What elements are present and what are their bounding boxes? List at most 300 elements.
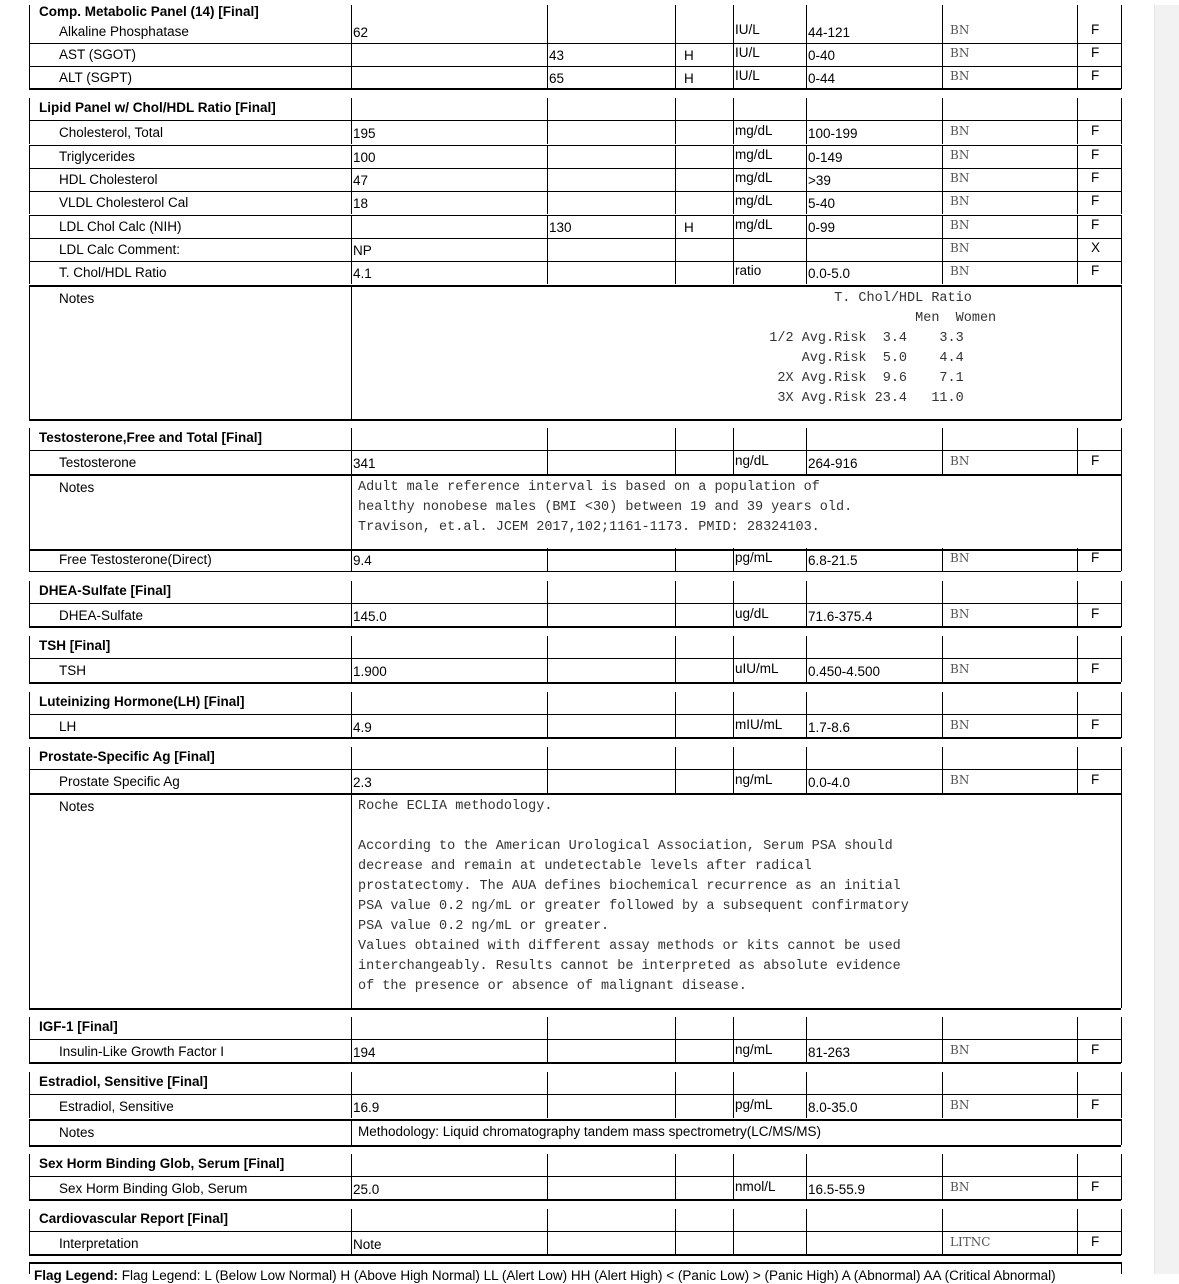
row-divider xyxy=(29,769,1121,770)
column-divider xyxy=(675,659,676,682)
column-divider xyxy=(29,1017,30,1040)
column-divider xyxy=(806,168,807,191)
cell-status: F xyxy=(1091,170,1100,185)
column-divider xyxy=(1121,1262,1122,1274)
test-name: Free Testosterone(Direct) xyxy=(59,552,212,567)
column-divider xyxy=(1121,98,1122,121)
cell-status: F xyxy=(1091,1097,1100,1112)
cell-units: nmol/L xyxy=(735,1179,776,1194)
cell-lab: BN xyxy=(950,46,970,60)
column-divider xyxy=(675,66,676,89)
column-divider xyxy=(29,747,30,770)
column-divider xyxy=(547,636,548,659)
cell-flag: H xyxy=(684,71,694,86)
column-divider xyxy=(29,1154,30,1177)
column-divider xyxy=(1077,747,1078,770)
test-name: T. Chol/HDL Ratio xyxy=(59,265,167,280)
row-divider xyxy=(29,571,1121,572)
column-divider xyxy=(547,1177,548,1200)
row-divider xyxy=(29,450,1121,451)
column-divider xyxy=(733,604,734,627)
cell-ref: 1.7-8.6 xyxy=(808,720,851,735)
column-divider xyxy=(351,1177,352,1200)
column-divider xyxy=(1121,215,1122,238)
row-divider xyxy=(29,1119,1121,1121)
column-divider xyxy=(942,451,943,474)
row-divider xyxy=(29,658,1121,659)
column-divider xyxy=(547,1095,548,1118)
column-divider xyxy=(733,581,734,604)
column-divider xyxy=(733,548,734,571)
column-divider xyxy=(675,98,676,121)
column-divider xyxy=(675,168,676,191)
test-name: LDL Chol Calc (NIH) xyxy=(59,219,182,234)
column-divider xyxy=(29,145,30,168)
column-divider xyxy=(942,1095,943,1118)
column-divider xyxy=(942,121,943,144)
cell-in-range: 4.1 xyxy=(353,266,372,281)
column-divider xyxy=(942,636,943,659)
column-divider xyxy=(1121,261,1122,284)
column-divider xyxy=(942,238,943,261)
column-divider xyxy=(1121,1017,1122,1040)
section-title: Comp. Metabolic Panel (14) [Final] xyxy=(39,4,259,19)
column-divider xyxy=(351,793,352,1008)
row-divider xyxy=(29,1199,1121,1201)
row-divider xyxy=(29,120,1121,121)
cell-ref: 5-40 xyxy=(808,196,836,211)
column-divider xyxy=(1121,604,1122,627)
row-divider xyxy=(29,682,1121,684)
column-divider xyxy=(547,715,548,738)
column-divider xyxy=(806,636,807,659)
column-divider xyxy=(733,1017,734,1040)
column-divider xyxy=(1121,428,1122,451)
column-divider xyxy=(806,191,807,214)
column-divider xyxy=(733,770,734,793)
column-divider xyxy=(1077,66,1078,89)
column-divider xyxy=(806,770,807,793)
column-divider xyxy=(547,1017,548,1040)
cell-status: F xyxy=(1091,661,1100,676)
column-divider xyxy=(1121,121,1122,144)
cell-in-range: 18 xyxy=(353,196,369,211)
cell-units: ng/mL xyxy=(735,772,773,787)
cell-lab: BN xyxy=(950,23,970,37)
column-divider xyxy=(1077,1154,1078,1177)
column-divider xyxy=(1077,1232,1078,1255)
cell-lab: BN xyxy=(950,124,970,138)
column-divider xyxy=(547,121,548,144)
cell-lab: BN xyxy=(950,607,970,621)
flag-legend-label: Flag Legend: xyxy=(34,1268,118,1283)
column-divider xyxy=(1077,1177,1078,1200)
column-divider xyxy=(29,285,30,420)
row-divider xyxy=(29,145,1121,146)
column-divider xyxy=(733,1154,734,1177)
row-divider xyxy=(29,1262,1121,1264)
column-divider xyxy=(733,451,734,474)
column-divider xyxy=(942,1232,943,1255)
cell-in-range: 195 xyxy=(353,126,376,141)
cell-status: F xyxy=(1091,217,1100,232)
column-divider xyxy=(351,1232,352,1255)
test-name: Alkaline Phosphatase xyxy=(59,24,189,39)
column-divider xyxy=(1121,1154,1122,1177)
notes-text: Methodology: Liquid chromatography tandem mass spectrometry(LC/MS/MS) xyxy=(358,1124,821,1139)
column-divider xyxy=(29,1262,30,1274)
column-divider xyxy=(547,20,548,43)
column-divider xyxy=(675,1072,676,1095)
cell-units: mg/dL xyxy=(735,123,773,138)
column-divider xyxy=(1077,1040,1078,1063)
cell-in-range: 2.3 xyxy=(353,775,372,790)
row-divider xyxy=(29,419,1121,421)
row-divider xyxy=(29,603,1121,604)
column-divider xyxy=(942,1017,943,1040)
column-divider xyxy=(1077,261,1078,284)
cell-in-range: 9.4 xyxy=(353,553,372,568)
column-divider xyxy=(1121,581,1122,604)
column-divider xyxy=(29,43,30,66)
scrollbar[interactable] xyxy=(1154,5,1179,1274)
cell-status: X xyxy=(1091,240,1101,255)
column-divider xyxy=(547,98,548,121)
column-divider xyxy=(547,238,548,261)
column-divider xyxy=(733,692,734,715)
column-divider xyxy=(351,548,352,571)
column-divider xyxy=(806,98,807,121)
cell-flag: H xyxy=(684,220,694,235)
column-divider xyxy=(942,168,943,191)
column-divider xyxy=(351,581,352,604)
column-divider xyxy=(942,98,943,121)
cell-status: F xyxy=(1091,606,1100,621)
section-title: Lipid Panel w/ Chol/HDL Ratio [Final] xyxy=(39,100,276,115)
column-divider xyxy=(1077,168,1078,191)
cell-lab: LITNC xyxy=(950,1235,991,1249)
column-divider xyxy=(29,659,30,682)
column-divider xyxy=(351,1017,352,1040)
column-divider xyxy=(351,145,352,168)
cell-in-range: 62 xyxy=(353,25,369,40)
column-divider xyxy=(806,715,807,738)
column-divider xyxy=(675,238,676,261)
cell-in-range: 25.0 xyxy=(353,1182,380,1197)
column-divider xyxy=(29,20,30,43)
column-divider xyxy=(1077,1209,1078,1232)
column-divider xyxy=(942,1209,943,1232)
column-divider xyxy=(1077,581,1078,604)
row-divider xyxy=(29,714,1121,715)
cell-ref: 0-149 xyxy=(808,150,843,165)
cell-in-range: 16.9 xyxy=(353,1100,380,1115)
cell-status: F xyxy=(1091,68,1100,83)
column-divider xyxy=(29,1095,30,1118)
notes-text: T. Chol/HDL Ratio Men Women 1/2 Avg.Risk 3.4 3.3 Avg.Risk 5.0 4.4 2X Avg.Risk 9.6 7.1 3X Avg.Risk 23.4 11.0 xyxy=(769,291,997,406)
section-title: IGF-1 [Final] xyxy=(39,1019,118,1034)
cell-units: ng/mL xyxy=(735,1042,773,1057)
column-divider xyxy=(351,715,352,738)
test-name: Estradiol, Sensitive xyxy=(59,1099,174,1114)
cell-units: mg/dL xyxy=(735,170,773,185)
column-divider xyxy=(1121,1119,1122,1145)
cell-lab: BN xyxy=(950,218,970,232)
column-divider xyxy=(733,66,734,89)
column-divider xyxy=(1121,145,1122,168)
column-divider xyxy=(675,747,676,770)
column-divider xyxy=(675,1177,676,1200)
cell-in-range: 1.900 xyxy=(353,664,387,679)
cell-units: mIU/mL xyxy=(735,717,783,732)
cell-units: ratio xyxy=(735,263,762,278)
column-divider xyxy=(547,66,548,89)
column-divider xyxy=(1077,715,1078,738)
column-divider xyxy=(942,770,943,793)
column-divider xyxy=(806,1154,807,1177)
column-divider xyxy=(1121,1177,1122,1200)
notes-label: Notes xyxy=(59,1125,95,1140)
column-divider xyxy=(351,451,352,474)
row-divider xyxy=(29,215,1121,216)
column-divider xyxy=(806,1209,807,1232)
cell-out-range: 65 xyxy=(549,71,565,86)
column-divider xyxy=(351,1154,352,1177)
column-divider xyxy=(1121,793,1122,1008)
column-divider xyxy=(1077,1017,1078,1040)
column-divider xyxy=(29,1040,30,1063)
column-divider xyxy=(351,43,352,66)
cell-status: F xyxy=(1091,263,1100,278)
column-divider xyxy=(351,121,352,144)
column-divider xyxy=(1121,548,1122,571)
column-divider xyxy=(351,474,352,548)
column-divider xyxy=(733,428,734,451)
column-divider xyxy=(351,747,352,770)
column-divider xyxy=(806,451,807,474)
column-divider xyxy=(351,215,352,238)
cell-lab: BN xyxy=(950,194,970,208)
column-divider xyxy=(733,98,734,121)
cell-units: IU/L xyxy=(735,22,760,37)
column-divider xyxy=(1121,474,1122,548)
column-divider xyxy=(1121,1232,1122,1255)
column-divider xyxy=(29,1209,30,1232)
column-divider xyxy=(29,451,30,474)
section-title: Estradiol, Sensitive [Final] xyxy=(39,1074,208,1089)
cell-lab: BN xyxy=(950,454,970,468)
section-title: Sex Horm Binding Glob, Serum [Final] xyxy=(39,1156,285,1171)
cell-ref: 100-199 xyxy=(808,126,858,141)
column-divider xyxy=(547,43,548,66)
column-divider xyxy=(942,692,943,715)
column-divider xyxy=(29,770,30,793)
test-name: LH xyxy=(59,719,77,734)
row-divider xyxy=(29,66,1121,67)
column-divider xyxy=(942,145,943,168)
column-divider xyxy=(1121,1072,1122,1095)
cell-units: IU/L xyxy=(735,68,760,83)
section-title: TSH [Final] xyxy=(39,638,111,653)
column-divider xyxy=(675,715,676,738)
cell-units: ng/dL xyxy=(735,453,769,468)
column-divider xyxy=(1121,1209,1122,1232)
row-divider xyxy=(29,1062,1121,1064)
test-name: VLDL Cholesterol Cal xyxy=(59,195,189,210)
column-divider xyxy=(547,604,548,627)
column-divider xyxy=(1077,428,1078,451)
column-divider xyxy=(675,1040,676,1063)
column-divider xyxy=(942,215,943,238)
column-divider xyxy=(806,659,807,682)
row-divider xyxy=(29,1039,1121,1040)
column-divider xyxy=(1077,43,1078,66)
column-divider xyxy=(1077,770,1078,793)
column-divider xyxy=(806,1232,807,1255)
cell-in-range: 341 xyxy=(353,456,376,471)
cell-lab: BN xyxy=(950,1098,970,1112)
cell-units: IU/L xyxy=(735,45,760,60)
column-divider xyxy=(1077,692,1078,715)
row-divider xyxy=(29,191,1121,192)
column-divider xyxy=(733,168,734,191)
cell-lab: BN xyxy=(950,718,970,732)
column-divider xyxy=(29,474,30,548)
column-divider xyxy=(29,1177,30,1200)
column-divider xyxy=(1121,168,1122,191)
column-divider xyxy=(547,1209,548,1232)
row-divider xyxy=(29,285,1121,287)
column-divider xyxy=(942,428,943,451)
test-name: Interpretation xyxy=(59,1236,139,1251)
section-title: Luteinizing Hormone(LH) [Final] xyxy=(39,694,245,709)
row-divider xyxy=(29,474,1121,476)
cell-ref: 71.6-375.4 xyxy=(808,609,873,624)
cell-units: ug/dL xyxy=(735,606,769,621)
row-divider xyxy=(29,238,1121,239)
column-divider xyxy=(547,770,548,793)
column-divider xyxy=(351,770,352,793)
column-divider xyxy=(547,261,548,284)
column-divider xyxy=(806,1072,807,1095)
column-divider xyxy=(675,451,676,474)
cell-status: F xyxy=(1091,772,1100,787)
column-divider xyxy=(29,121,30,144)
cell-status: F xyxy=(1091,717,1100,732)
column-divider xyxy=(29,238,30,261)
column-divider xyxy=(1077,98,1078,121)
column-divider xyxy=(675,770,676,793)
column-divider xyxy=(942,604,943,627)
column-divider xyxy=(1121,238,1122,261)
cell-lab: BN xyxy=(950,1180,970,1194)
column-divider xyxy=(675,1017,676,1040)
column-divider xyxy=(29,215,30,238)
test-name: TSH xyxy=(59,663,86,678)
column-divider xyxy=(806,43,807,66)
cell-status: F xyxy=(1091,1234,1100,1249)
column-divider xyxy=(351,604,352,627)
column-divider xyxy=(351,261,352,284)
column-divider xyxy=(1121,66,1122,89)
cell-lab: BN xyxy=(950,69,970,83)
column-divider xyxy=(733,1072,734,1095)
column-divider xyxy=(806,581,807,604)
column-divider xyxy=(733,1232,734,1255)
column-divider xyxy=(675,636,676,659)
column-divider xyxy=(29,1072,30,1095)
column-divider xyxy=(942,747,943,770)
column-divider xyxy=(675,145,676,168)
test-name: DHEA-Sulfate xyxy=(59,608,144,623)
column-divider xyxy=(733,145,734,168)
section-title: Prostate-Specific Ag [Final] xyxy=(39,749,215,764)
cell-units: mg/dL xyxy=(735,147,773,162)
column-divider xyxy=(351,191,352,214)
cell-lab: BN xyxy=(950,148,970,162)
cell-ref: >39 xyxy=(808,173,831,188)
column-divider xyxy=(1077,121,1078,144)
cell-status: F xyxy=(1091,147,1100,162)
column-divider xyxy=(806,238,807,261)
column-divider xyxy=(733,261,734,284)
column-divider xyxy=(1121,659,1122,682)
column-divider xyxy=(806,261,807,284)
cell-ref: 8.0-35.0 xyxy=(808,1100,858,1115)
column-divider xyxy=(547,659,548,682)
column-divider xyxy=(942,1040,943,1063)
column-divider xyxy=(29,581,30,604)
column-divider xyxy=(1077,604,1078,627)
column-divider xyxy=(29,692,30,715)
column-divider xyxy=(1077,1095,1078,1118)
column-divider xyxy=(351,1209,352,1232)
column-divider xyxy=(675,261,676,284)
row-divider xyxy=(29,1145,1121,1147)
column-divider xyxy=(675,43,676,66)
column-divider xyxy=(1121,1095,1122,1118)
column-divider xyxy=(29,168,30,191)
column-divider xyxy=(733,1177,734,1200)
cell-status: F xyxy=(1091,453,1100,468)
column-divider xyxy=(351,66,352,89)
cell-units: mg/dL xyxy=(735,193,773,208)
cell-ref: 0.0-4.0 xyxy=(808,775,851,790)
column-divider xyxy=(942,1177,943,1200)
cell-status: F xyxy=(1091,123,1100,138)
cell-in-range: 100 xyxy=(353,150,376,165)
column-divider xyxy=(1121,451,1122,474)
column-divider xyxy=(1121,636,1122,659)
cell-units: mg/dL xyxy=(735,217,773,232)
notes-text: Roche ECLIA methodology. According to the American Urological Association, Serum PSA should decrease and remain at undetectable levels after radical prostatectomy. The AUA defines biochemical recurrence as an initial PSA value 0.2 ng/mL or greater followed by a subsequent confirmatory PSA value 0.2 ng/mL or greater. Values obtained with different assay methods or kits cannot be used interchangeably. Results cannot be interpreted as absolute evidence of the presence or absence of malignant disease. xyxy=(358,799,909,994)
column-divider xyxy=(675,191,676,214)
column-divider xyxy=(1121,1040,1122,1063)
column-divider xyxy=(351,659,352,682)
column-divider xyxy=(351,1040,352,1063)
column-divider xyxy=(942,261,943,284)
column-divider xyxy=(1121,747,1122,770)
column-divider xyxy=(675,548,676,571)
cell-in-range: 47 xyxy=(353,173,369,188)
column-divider xyxy=(942,191,943,214)
column-divider xyxy=(29,66,30,89)
column-divider xyxy=(942,1072,943,1095)
column-divider xyxy=(547,1154,548,1177)
column-divider xyxy=(806,692,807,715)
cell-lab: BN xyxy=(950,773,970,787)
column-divider xyxy=(29,1119,30,1145)
